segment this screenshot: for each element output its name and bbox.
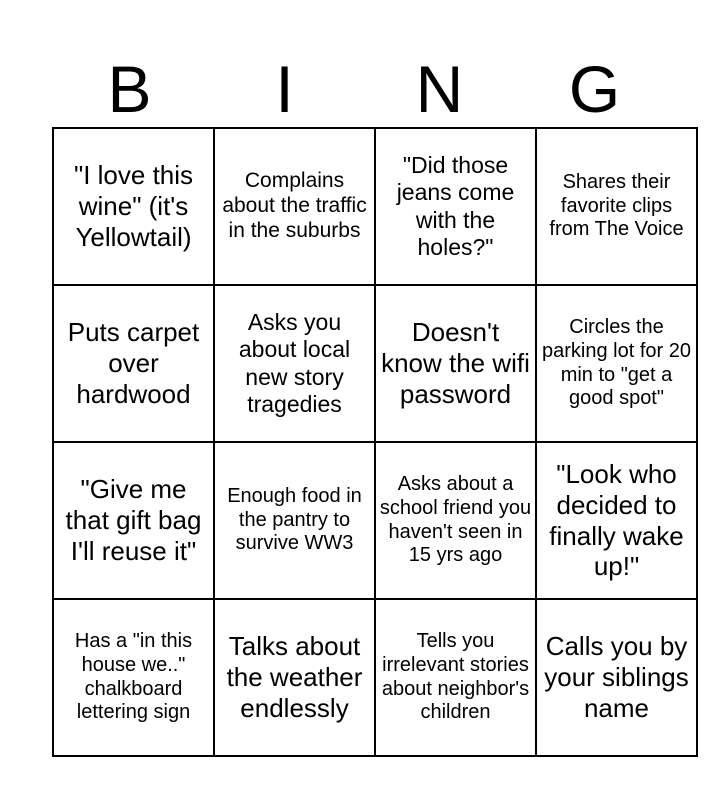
board-row bbox=[53, 442, 697, 599]
bingo-cell[interactable]: "Did those jeans come with the holes?" bbox=[375, 128, 536, 285]
bingo-cell[interactable]: Complains about the traffic in the suburbs bbox=[214, 128, 375, 285]
bingo-board bbox=[52, 127, 698, 757]
header-letter-b: B bbox=[107, 52, 152, 126]
bingo-cell[interactable]: "Give me that gift bag I'll reuse it" bbox=[53, 442, 214, 599]
bingo-cell[interactable]: Shares their favorite clips from The Voice bbox=[536, 128, 697, 285]
bingo-cell[interactable]: "I love this wine" (it's Yellowtail) bbox=[53, 128, 214, 285]
header-letter-n: N bbox=[415, 52, 464, 126]
header-letter-g: G bbox=[568, 52, 621, 126]
bingo-cell[interactable]: Asks about a school friend you haven't seen in 15 yrs ago bbox=[375, 442, 536, 599]
bingo-cell[interactable]: Has a "in this house we.." chalkboard lettering sign bbox=[53, 599, 214, 756]
bingo-cell[interactable]: "Look who decided to finally wake up!" bbox=[536, 442, 697, 599]
board-row bbox=[53, 285, 697, 442]
bingo-cell[interactable]: Calls you by your siblings name bbox=[536, 599, 697, 756]
bingo-cell[interactable]: Tells you irrelevant stories about neighbor's children bbox=[375, 599, 536, 756]
board-row bbox=[53, 599, 697, 756]
bingo-cell[interactable]: Doesn't know the wifi password bbox=[375, 285, 536, 442]
bingo-cell[interactable]: Circles the parking lot for 20 min to "get a good spot" bbox=[536, 285, 697, 442]
bingo-cell[interactable]: Puts carpet over hardwood bbox=[53, 285, 214, 442]
bingo-cell[interactable]: Talks about the weather endlessly bbox=[214, 599, 375, 756]
bingo-cell[interactable]: Enough food in the pantry to survive WW3 bbox=[214, 442, 375, 599]
header-letter-i: I bbox=[275, 52, 294, 126]
bingo-header bbox=[52, 50, 672, 128]
board-row bbox=[53, 128, 697, 285]
bingo-cell[interactable]: Asks you about local new story tragedies bbox=[214, 285, 375, 442]
